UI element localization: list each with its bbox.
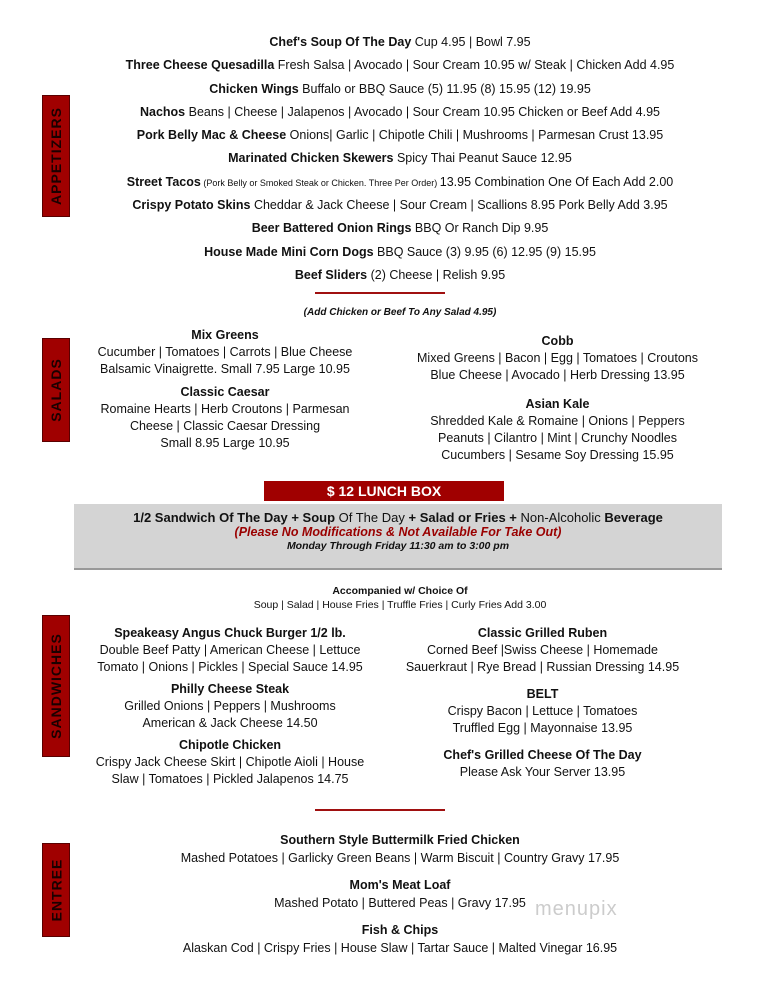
item-name: Cobb xyxy=(541,334,574,348)
menu-item xyxy=(80,171,720,194)
sandwiches-left xyxy=(75,619,385,788)
divider xyxy=(315,292,445,294)
item-description: Buffalo or BBQ Sauce (5) 11.95 (8) 15.95 (12) 19.95 xyxy=(298,81,591,96)
lunch-box xyxy=(74,504,722,570)
lunch-segment: 1/2 Sandwich Of The Day + xyxy=(133,510,303,525)
item-description: Please Ask Your Server 13.95 xyxy=(459,765,626,779)
item-name: BELT xyxy=(526,687,559,701)
item-name: Chef's Grilled Cheese Of The Day xyxy=(443,748,642,762)
item-description: Mashed Potato | Buttered Peas | Gravy 17.95 xyxy=(274,896,526,910)
menu-item xyxy=(80,264,720,287)
section-tab-sandwiches xyxy=(42,615,70,757)
item-note: (Pork Belly or Smoked Steak or Chicken. Three Per Order) xyxy=(200,177,440,188)
lunch-description xyxy=(74,510,722,525)
lunch-segment: Of The Day xyxy=(335,510,409,525)
item-description: Romaine Hearts | Herb Croutons | Parmesan xyxy=(100,402,350,416)
salads-right xyxy=(390,327,725,464)
divider xyxy=(315,809,445,811)
item-description: Corned Beef |Swiss Cheese | Homemade xyxy=(427,643,658,657)
item-description: Small 8.95 Large 10.95 xyxy=(160,436,290,450)
item-name: Beer Battered Onion Rings xyxy=(251,221,412,236)
item-description: Mixed Greens | Bacon | Egg | Tomatoes | Croutons xyxy=(417,351,698,365)
item-description: Cup 4.95 | Bowl 7.95 xyxy=(411,35,531,49)
item-description: Double Beef Patty | American Cheese | Lettuce xyxy=(99,643,361,657)
item-description: Cheese | Classic Caesar Dressing xyxy=(129,419,321,433)
item-description: Peanuts | Cilantro | Mint | Crunchy Noodles xyxy=(437,431,677,445)
section-tab-appetizers xyxy=(42,95,70,217)
item-description: Slaw | Tomatoes | Pickled Jalapenos 14.75 xyxy=(111,772,349,786)
item-description: Tomato | Onions | Pickles | Special Sauce 14.95 xyxy=(97,660,363,674)
lunch-segment: Beverage xyxy=(604,510,663,525)
item-description: (2) Cheese | Relish 9.95 xyxy=(367,267,506,282)
item-description: Grilled Onions | Peppers | Mushrooms xyxy=(124,699,336,713)
item-description: Cucumbers | Sesame Soy Dressing 15.95 xyxy=(441,448,674,462)
item-description: Sauerkraut | Rye Bread | Russian Dressing 14.95 xyxy=(405,660,680,674)
item-description: Cucumber | Tomatoes | Carrots | Blue Cheese xyxy=(97,345,353,359)
item-name: Chipotle Chicken xyxy=(178,738,282,752)
item-name: Mix Greens xyxy=(191,328,259,342)
salads-left xyxy=(75,321,375,452)
item-name: Crispy Potato Skins xyxy=(132,198,251,213)
section-label: SANDWICHES xyxy=(48,633,65,739)
item-name: Marinated Chicken Skewers xyxy=(228,151,394,166)
menu-item xyxy=(80,78,720,101)
item-description: BBQ Sauce (3) 9.95 (6) 12.95 (9) 15.95 xyxy=(373,244,596,259)
section-tab-salads xyxy=(42,338,70,442)
item-description: 13.95 Combination One Of Each Add 2.00 xyxy=(439,174,674,189)
item-description: American & Jack Cheese 14.50 xyxy=(142,716,318,730)
watermark: menupix xyxy=(535,898,618,920)
menu-item xyxy=(80,54,720,77)
item-name: Classic Caesar xyxy=(180,385,270,399)
item-description: Onions| Garlic | Chipotle Chili | Mushrooms | Parmesan Crust 13.95 xyxy=(286,128,664,143)
item-description: BBQ Or Ranch Dip 9.95 xyxy=(411,221,549,236)
item-name: Chef's Soup Of The Day xyxy=(269,35,412,49)
item-description: Beans | Cheese | Jalapenos | Avocado | Sour Cream 10.95 Chicken or Beef Add 4.95 xyxy=(185,104,661,119)
item-description: Cheddar & Jack Cheese | Sour Cream | Scallions 8.95 Pork Belly Add 3.95 xyxy=(250,198,668,213)
item-name: House Made Mini Corn Dogs xyxy=(204,244,374,259)
lunch-box-title: $ 12 LUNCH BOX xyxy=(264,481,504,501)
appetizer-list xyxy=(80,31,720,287)
item-name: Nachos xyxy=(139,104,186,119)
lunch-segment: + Salad or Fries + xyxy=(408,510,517,525)
item-description: Crispy Bacon | Lettuce | Tomatoes xyxy=(447,704,638,718)
menu-item xyxy=(80,194,720,217)
section-label: SALADS xyxy=(48,358,64,422)
menu-item xyxy=(80,31,720,54)
item-name: Three Cheese Quesadilla xyxy=(125,58,275,73)
item-name: Southern Style Buttermilk Fried Chicken xyxy=(280,833,520,847)
lunch-segment: Non-Alcoholic xyxy=(516,510,605,525)
section-tab-entree xyxy=(42,843,70,937)
item-description: Spicy Thai Peanut Sauce 12.95 xyxy=(393,151,572,166)
item-description: Crispy Jack Cheese Skirt | Chipotle Aioli | House xyxy=(95,755,365,769)
item-description: Alaskan Cod | Crispy Fries | House Slaw | Tartar Sauce | Malted Vinegar 16.95 xyxy=(182,941,618,955)
menu-item xyxy=(80,101,720,124)
item-description: Balsamic Vinaigrette. Small 7.95 Large 10.95 xyxy=(100,362,350,376)
item-description: Shredded Kale & Romaine | Onions | Peppers xyxy=(430,414,685,428)
item-name: Asian Kale xyxy=(525,397,590,411)
item-description: Fresh Salsa | Avocado | Sour Cream 10.95 w/ Steak | Chicken Add 4.95 xyxy=(274,58,675,73)
entree-list xyxy=(120,831,680,957)
menu-item xyxy=(80,241,720,264)
item-name: Street Tacos xyxy=(126,174,201,189)
menu-item xyxy=(80,217,720,240)
lunch-note: (Please No Modifications & Not Available For Take Out) xyxy=(234,525,562,539)
menu-item xyxy=(80,124,720,147)
sides-title: Accompanied w/ Choice Of xyxy=(332,585,468,597)
item-name: Pork Belly Mac & Cheese xyxy=(136,128,287,143)
section-label: ENTREE xyxy=(48,858,65,922)
item-name: Chicken Wings xyxy=(209,81,299,96)
item-name: Speakeasy Angus Chuck Burger 1/2 lb. xyxy=(114,626,346,640)
menu-item xyxy=(80,147,720,170)
sides-options: Soup | Salad | House Fries | Truffle Fries | Curly Fries Add 3.00 xyxy=(253,599,547,611)
section-label: APPETIZERS xyxy=(48,107,64,205)
item-name: Philly Cheese Steak xyxy=(170,682,290,696)
lunch-segment: Soup xyxy=(302,510,336,525)
item-name: Beef Sliders xyxy=(294,267,368,282)
item-description: Mashed Potatoes | Garlicky Green Beans | Warm Biscuit | Country Gravy 17.95 xyxy=(180,851,620,865)
item-name: Fish & Chips xyxy=(361,923,439,937)
item-name: Mom's Meat Loaf xyxy=(349,878,451,892)
salad-note: (Add Chicken or Beef To Any Salad 4.95) xyxy=(303,307,497,318)
item-description: Blue Cheese | Avocado | Herb Dressing 13.95 xyxy=(430,368,685,382)
item-description: Truffled Egg | Mayonnaise 13.95 xyxy=(452,721,633,735)
lunch-hours: Monday Through Friday 11:30 am to 3:00 pm xyxy=(286,540,510,552)
item-name: Classic Grilled Ruben xyxy=(477,626,608,640)
sandwiches-right xyxy=(390,619,695,781)
